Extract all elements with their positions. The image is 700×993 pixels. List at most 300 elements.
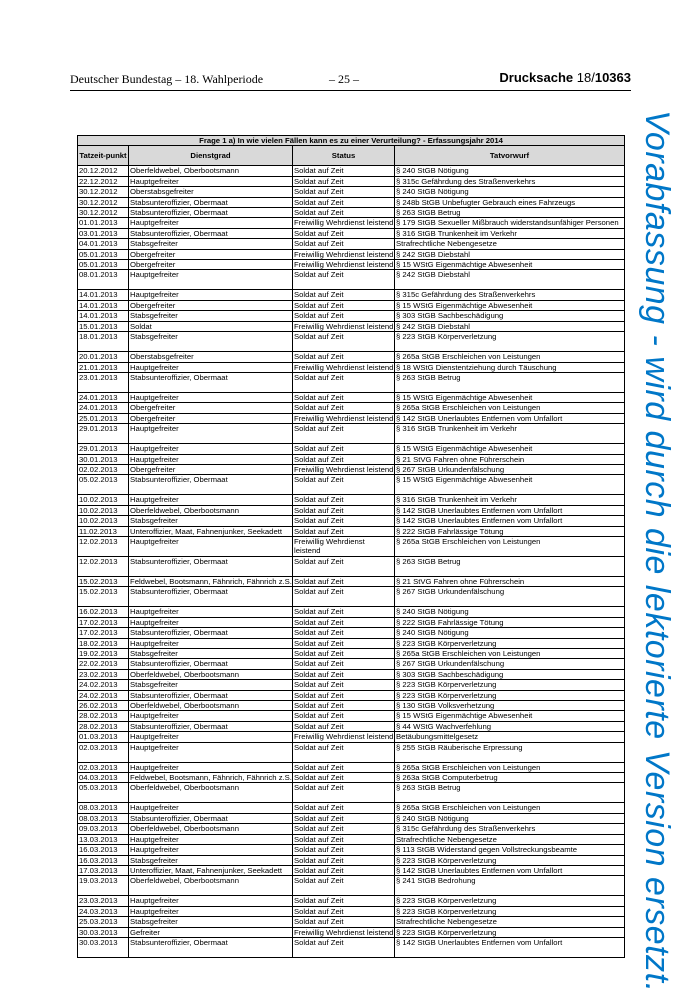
header-doc-label: Drucksache xyxy=(499,70,574,85)
cell-rank: Stabsgefreiter xyxy=(129,855,293,865)
cell-rank: Stabsgefreiter xyxy=(129,917,293,927)
cell-status: Soldat auf Zeit xyxy=(293,176,395,186)
cell-date: 24.03.2013 xyxy=(78,906,129,916)
cell-offense: § 223 StGB Körperverletzung xyxy=(395,638,625,648)
table-row xyxy=(78,876,625,896)
cell-offense: § 263 StGB Betrug xyxy=(395,556,625,576)
cell-status: Soldat auf Zeit xyxy=(293,701,395,711)
cell-status: Soldat auf Zeit xyxy=(293,762,395,772)
table-row xyxy=(78,556,625,576)
cell-offense: § 303 StGB Sachbeschädigung xyxy=(395,669,625,679)
cell-offense: § 21 StVG Fahren ohne Führerschein xyxy=(395,576,625,586)
cell-status: Soldat auf Zeit xyxy=(293,208,395,218)
table-row xyxy=(78,495,625,505)
table-row xyxy=(78,403,625,413)
cell-offense: Betäubungsmittelgesetz xyxy=(395,732,625,742)
cell-date: 01.01.2013 xyxy=(78,218,129,228)
table-row xyxy=(78,937,625,957)
col-header-offense: Tatvorwurf xyxy=(395,146,625,166)
cell-date: 24.01.2013 xyxy=(78,392,129,402)
cell-offense: § 223 StGB Körperverletzung xyxy=(395,927,625,937)
table-row xyxy=(78,218,625,228)
cell-offense: § 222 StGB Fahrlässige Tötung xyxy=(395,526,625,536)
table-row xyxy=(78,927,625,937)
cell-rank: Stabsunteroffizier, Obermaat xyxy=(129,721,293,731)
cell-offense: § 267 StGB Urkundenfälschung xyxy=(395,464,625,474)
table-row xyxy=(78,783,625,803)
cell-date: 01.03.2013 xyxy=(78,732,129,742)
cell-status: Soldat auf Zeit xyxy=(293,556,395,576)
table-row xyxy=(78,187,625,197)
cell-offense: § 267 StGB Urkundenfälschung xyxy=(395,659,625,669)
cell-status: Freiwillig Wehrdienst leistend xyxy=(294,218,394,228)
table-row xyxy=(78,392,625,402)
cell-rank: Feldwebel, Bootsmann, Fähnrich, Fähnrich z.S. xyxy=(130,773,292,783)
cell-rank: Unteroffizier, Maat, Fahnenjunker, Seekadett xyxy=(129,526,293,536)
cell-date: 12.02.2013 xyxy=(78,536,129,556)
cell-offense: Strafrechtliche Nebengesetze xyxy=(395,834,625,844)
cell-rank: Hauptgefreiter xyxy=(129,638,293,648)
cell-date: 30.12.2012 xyxy=(78,197,129,207)
cell-date: 22.02.2013 xyxy=(78,659,129,669)
cell-rank: Oberfeldwebel, Oberbootsmann xyxy=(129,669,293,679)
cell-date: 16.03.2013 xyxy=(78,855,129,865)
cell-rank: Obergefreiter xyxy=(129,403,293,413)
table-row xyxy=(78,855,625,865)
cell-offense: § 265a StGB Erschleichen von Leistungen xyxy=(395,403,625,413)
cell-rank: Unteroffizier, Maat, Fahnenjunker, Seekadett xyxy=(129,865,293,875)
table-row xyxy=(78,228,625,238)
cell-rank: Oberstabsgefreiter xyxy=(129,187,293,197)
cell-offense: § 255 StGB Räuberische Erpressung xyxy=(395,742,625,762)
cell-offense: § 316 StGB Trunkenheit im Verkehr xyxy=(395,424,625,444)
cell-date: 05.01.2013 xyxy=(78,249,129,259)
cell-date: 24.01.2013 xyxy=(78,403,129,413)
cell-offense: § 223 StGB Körperverletzung xyxy=(395,906,625,916)
cell-date: 14.01.2013 xyxy=(78,300,129,310)
cell-date: 24.02.2013 xyxy=(78,680,129,690)
cell-offense: § 15 WStG Eigenmächtige Abwesenheit xyxy=(395,475,625,495)
table-row xyxy=(78,628,625,638)
table-row xyxy=(78,587,625,607)
cell-rank: Soldat xyxy=(129,321,293,331)
cell-rank: Hauptgefreiter xyxy=(129,896,293,906)
cell-status: Freiwillig Wehrdienst leistend xyxy=(294,321,394,331)
cell-status: Soldat auf Zeit xyxy=(293,444,395,454)
cell-date: 04.01.2013 xyxy=(78,239,129,249)
cell-offense: § 130 StGB Volksverhetzung xyxy=(395,701,625,711)
table-row xyxy=(78,176,625,186)
cell-rank: Hauptgefreiter xyxy=(129,362,293,372)
table-row xyxy=(78,711,625,721)
cell-rank: Stabsgefreiter xyxy=(129,516,293,526)
table-row xyxy=(78,762,625,772)
cell-status: Soldat auf Zeit xyxy=(293,813,395,823)
cell-offense: § 18 WStG Dienstentziehung durch Täuschung xyxy=(395,362,625,372)
cell-offense: § 316 StGB Trunkenheit im Verkehr xyxy=(395,228,625,238)
cell-offense: § 265a StGB Erschleichen von Leistungen xyxy=(395,803,625,813)
table-body xyxy=(78,166,625,958)
cell-offense: § 223 StGB Körperverletzung xyxy=(395,855,625,865)
cell-rank: Stabsunteroffizier, Obermaat xyxy=(129,628,293,638)
cell-status: Soldat auf Zeit xyxy=(293,526,395,536)
table-row xyxy=(78,260,625,270)
cell-status: Soldat auf Zeit xyxy=(293,711,395,721)
cell-rank: Obergefreiter xyxy=(129,260,293,270)
cell-rank: Gefreiter xyxy=(129,927,293,937)
cell-rank: Obergefreiter xyxy=(129,413,293,423)
cell-status: Soldat auf Zeit xyxy=(293,876,395,896)
cell-offense: § 240 StGB Nötigung xyxy=(395,607,625,617)
cell-status: Soldat auf Zeit xyxy=(293,311,395,321)
col-header-date-text: Tatzeit-punkt xyxy=(79,151,127,161)
cell-rank: Hauptgefreiter xyxy=(129,607,293,617)
cell-rank: Hauptgefreiter xyxy=(129,270,293,290)
cell-offense: § 263 StGB Betrug xyxy=(395,372,625,392)
cell-date: 29.01.2013 xyxy=(78,444,129,454)
cell-offense: § 315c Gefährdung des Straßenverkehrs xyxy=(395,290,625,300)
cell-status: Freiwillig Wehrdienst leistend xyxy=(294,464,394,474)
cell-date: 19.02.2013 xyxy=(78,649,129,659)
cell-status: Soldat auf Zeit xyxy=(293,332,395,352)
cell-date: 23.01.2013 xyxy=(78,372,129,392)
table-row xyxy=(78,372,625,392)
cell-rank: Stabsunteroffizier, Obermaat xyxy=(129,197,293,207)
table-row xyxy=(78,505,625,515)
cell-rank: Oberfeldwebel, Oberbootsmann xyxy=(129,505,293,515)
header-page-number: – 25 – xyxy=(329,72,359,86)
cell-offense: § 242 StGB Diebstahl xyxy=(395,270,625,290)
cell-date: 19.03.2013 xyxy=(78,876,129,896)
cell-status: Soldat auf Zeit xyxy=(293,187,395,197)
cell-status: Soldat auf Zeit xyxy=(293,742,395,762)
cell-rank: Obergefreiter xyxy=(129,300,293,310)
cell-offense: § 15 WStG Eigenmächtige Abwesenheit xyxy=(395,392,625,402)
cell-offense: § 142 StGB Unerlaubtes Entfernen vom Unfallort xyxy=(395,516,625,526)
cell-rank: Stabsgefreiter xyxy=(129,680,293,690)
cell-date: 02.02.2013 xyxy=(78,464,129,474)
table-row xyxy=(78,424,625,444)
cell-date: 08.03.2013 xyxy=(78,803,129,813)
cell-offense: § 223 StGB Körperverletzung xyxy=(395,690,625,700)
cell-offense: § 240 StGB Nötigung xyxy=(395,166,625,176)
cell-status: Soldat auf Zeit xyxy=(293,783,395,803)
cell-rank: Hauptgefreiter xyxy=(129,742,293,762)
cell-date: 05.02.2013 xyxy=(78,475,129,495)
cell-status: Soldat auf Zeit xyxy=(293,638,395,648)
cell-rank: Oberfeldwebel, Oberbootsmann xyxy=(129,876,293,896)
cell-rank: Oberfeldwebel, Oberbootsmann xyxy=(129,701,293,711)
table-row xyxy=(78,845,625,855)
cell-offense: § 265a StGB Erschleichen von Leistungen xyxy=(395,352,625,362)
table-row xyxy=(78,896,625,906)
cell-rank: Oberfeldwebel, Oberbootsmann xyxy=(129,166,293,176)
table-row xyxy=(78,526,625,536)
cell-status: Soldat auf Zeit xyxy=(293,352,395,362)
cell-status: Soldat auf Zeit xyxy=(293,834,395,844)
cell-status: Freiwillig Wehrdienst leistend xyxy=(294,927,394,937)
cell-status: Soldat auf Zeit xyxy=(293,824,395,834)
table-row xyxy=(78,249,625,259)
header-publication: Deutscher Bundestag – 18. Wahlperiode xyxy=(70,72,264,86)
table-row xyxy=(78,680,625,690)
cell-rank: Feldwebel, Bootsmann, Fähnrich, Fähnrich z.S. xyxy=(130,576,292,586)
cell-date: 18.02.2013 xyxy=(78,638,129,648)
cell-status: Freiwillig Wehrdienst leistend xyxy=(294,260,394,270)
cell-status: Soldat auf Zeit xyxy=(293,454,395,464)
cell-rank: Hauptgefreiter xyxy=(129,176,293,186)
cell-offense: § 142 StGB Unerlaubtes Entfernen vom Unfallort xyxy=(395,865,625,875)
cell-status: Soldat auf Zeit xyxy=(293,300,395,310)
table-row xyxy=(78,773,625,783)
cell-rank: Hauptgefreiter xyxy=(129,711,293,721)
table-row xyxy=(78,352,625,362)
cell-rank: Stabsgefreiter xyxy=(129,239,293,249)
header-doc-num-prefix: 18/ xyxy=(576,70,595,85)
cell-rank: Hauptgefreiter xyxy=(129,444,293,454)
draft-watermark xyxy=(626,110,691,993)
cell-status: Soldat auf Zeit xyxy=(293,659,395,669)
table-row xyxy=(78,300,625,310)
cell-offense: § 223 StGB Körperverletzung xyxy=(395,332,625,352)
cell-rank: Hauptgefreiter xyxy=(129,845,293,855)
cell-rank: Stabsunteroffizier, Obermaat xyxy=(129,937,293,957)
cell-date: 17.03.2013 xyxy=(78,865,129,875)
cell-offense: § 265a StGB Erschleichen von Leistungen xyxy=(395,536,625,556)
cell-status: Soldat auf Zeit xyxy=(293,845,395,855)
cell-date: 12.02.2013 xyxy=(78,556,129,576)
cell-offense: § 265a StGB Erschleichen von Leistungen xyxy=(395,762,625,772)
cell-status: Soldat auf Zeit xyxy=(293,773,395,783)
cell-offense: § 265a StGB Erschleichen von Leistungen xyxy=(395,649,625,659)
cell-status: Soldat auf Zeit xyxy=(293,403,395,413)
table-row xyxy=(78,208,625,218)
cell-status: Freiwillig Wehrdienst leistend xyxy=(294,249,394,259)
cell-date: 30.03.2013 xyxy=(78,937,129,957)
table-row xyxy=(78,362,625,372)
cell-status: Soldat auf Zeit xyxy=(293,865,395,875)
cell-date: 11.02.2013 xyxy=(78,526,129,536)
cell-rank: Obergefreiter xyxy=(129,249,293,259)
table-row xyxy=(78,824,625,834)
cell-offense: § 242 StGB Diebstahl xyxy=(395,249,625,259)
table-row xyxy=(78,166,625,176)
cell-status: Soldat auf Zeit xyxy=(293,617,395,627)
cell-rank: Hauptgefreiter xyxy=(129,732,293,742)
cell-date: 02.03.2013 xyxy=(78,762,129,772)
cell-offense: § 21 StVG Fahren ohne Führerschein xyxy=(395,454,625,464)
cell-rank: Stabsunteroffizier, Obermaat xyxy=(129,659,293,669)
cell-date: 23.02.2013 xyxy=(78,669,129,679)
cell-status: Soldat auf Zeit xyxy=(293,649,395,659)
cell-status: Freiwillig Wehrdienst leistend xyxy=(293,536,395,556)
cell-offense: § 15 WStG Eigenmächtige Abwesenheit xyxy=(395,260,625,270)
cell-offense: § 222 StGB Fahrlässige Tötung xyxy=(395,617,625,627)
cell-status: Soldat auf Zeit xyxy=(293,896,395,906)
table-title-row xyxy=(78,136,625,146)
cell-date: 08.03.2013 xyxy=(78,813,129,823)
cell-date: 10.02.2013 xyxy=(78,495,129,505)
cell-rank: Hauptgefreiter xyxy=(129,762,293,772)
cell-offense: Strafrechtliche Nebengesetze xyxy=(395,239,625,249)
cell-offense: § 263 StGB Betrug xyxy=(395,783,625,803)
cell-rank: Oberstabsgefreiter xyxy=(129,352,293,362)
cell-status: Soldat auf Zeit xyxy=(293,607,395,617)
cell-date: 03.01.2013 xyxy=(78,228,129,238)
cell-status: Soldat auf Zeit xyxy=(293,721,395,731)
col-header-status: Status xyxy=(293,146,395,166)
table-row xyxy=(78,332,625,352)
cell-date: 10.02.2013 xyxy=(78,505,129,515)
cell-offense: § 142 StGB Unerlaubtes Entfernen vom Unfallort xyxy=(395,937,625,957)
cell-date: 30.12.2012 xyxy=(78,187,129,197)
cell-rank: Stabsunteroffizier, Obermaat xyxy=(129,228,293,238)
cell-status: Soldat auf Zeit xyxy=(293,628,395,638)
table-row xyxy=(78,813,625,823)
cell-offense: § 223 StGB Körperverletzung xyxy=(395,680,625,690)
cell-rank: Hauptgefreiter xyxy=(129,454,293,464)
cell-rank: Stabsunteroffizier, Obermaat xyxy=(129,372,293,392)
cell-offense: § 142 StGB Unerlaubtes Entfernen vom Unfallort xyxy=(395,505,625,515)
cell-rank: Hauptgefreiter xyxy=(129,290,293,300)
cell-rank: Stabsgefreiter xyxy=(129,311,293,321)
cell-rank: Hauptgefreiter xyxy=(129,218,293,228)
cell-date: 16.02.2013 xyxy=(78,607,129,617)
cell-status: Freiwillig Wehrdienst leistend xyxy=(294,732,394,742)
cell-status: Soldat auf Zeit xyxy=(293,166,395,176)
cell-date: 25.01.2013 xyxy=(78,413,129,423)
cell-rank: Hauptgefreiter xyxy=(129,906,293,916)
cell-offense: § 263 StGB Betrug xyxy=(395,208,625,218)
table-row xyxy=(78,834,625,844)
cell-date: 16.03.2013 xyxy=(78,845,129,855)
cell-rank: Stabsunteroffizier, Obermaat xyxy=(129,475,293,495)
cell-rank: Stabsunteroffizier, Obermaat xyxy=(129,587,293,607)
table-row xyxy=(78,454,625,464)
table-row xyxy=(78,659,625,669)
cell-date: 05.03.2013 xyxy=(78,783,129,803)
table-row xyxy=(78,906,625,916)
table-row xyxy=(78,742,625,762)
cell-date: 24.02.2013 xyxy=(78,690,129,700)
cell-status: Soldat auf Zeit xyxy=(293,228,395,238)
table-row xyxy=(78,311,625,321)
cell-status: Soldat auf Zeit xyxy=(293,917,395,927)
cell-status: Soldat auf Zeit xyxy=(293,424,395,444)
cell-date: 15.02.2013 xyxy=(78,587,129,607)
cell-offense: § 315c Gefährdung des Straßenverkehrs xyxy=(395,176,625,186)
cell-date: 17.02.2013 xyxy=(78,628,129,638)
table-row xyxy=(78,607,625,617)
col-header-rank: Dienstgrad xyxy=(129,146,293,166)
table-row xyxy=(78,617,625,627)
cell-rank: Stabsunteroffizier, Obermaat xyxy=(129,208,293,218)
cell-rank: Hauptgefreiter xyxy=(129,392,293,402)
table-row xyxy=(78,536,625,556)
table-row xyxy=(78,721,625,731)
cell-offense: § 113 StGB Widerstand gegen Vollstreckungsbeamte xyxy=(395,845,625,855)
cell-rank: Hauptgefreiter xyxy=(129,495,293,505)
table-row xyxy=(78,701,625,711)
cell-rank: Obergefreiter xyxy=(129,464,293,474)
cell-status: Soldat auf Zeit xyxy=(293,516,395,526)
cell-status: Soldat auf Zeit xyxy=(293,392,395,402)
table-row xyxy=(78,649,625,659)
cell-date: 18.01.2013 xyxy=(78,332,129,352)
cell-rank: Stabsgefreiter xyxy=(129,332,293,352)
cell-rank: Hauptgefreiter xyxy=(129,834,293,844)
header-doc-number xyxy=(499,70,631,85)
cell-offense: § 142 StGB Unerlaubtes Entfernen vom Unfallort xyxy=(395,413,625,423)
cell-rank: Stabsunteroffizier, Obermaat xyxy=(129,690,293,700)
cell-offense: § 240 StGB Nötigung xyxy=(395,187,625,197)
cell-rank: Stabsunteroffizier, Obermaat xyxy=(129,556,293,576)
cell-rank: Hauptgefreiter xyxy=(129,617,293,627)
table-row xyxy=(78,270,625,290)
cell-offense: § 15 WStG Eigenmächtige Abwesenheit xyxy=(395,300,625,310)
cell-date: 23.03.2013 xyxy=(78,896,129,906)
cell-offense: § 223 StGB Körperverletzung xyxy=(395,896,625,906)
cell-offense: § 315c Gefährdung des Straßenverkehrs xyxy=(395,824,625,834)
table-title: Frage 1 a) In wie vielen Fällen kann es zu einer Verurteilung? - Erfassungsjahr 2014 xyxy=(78,136,625,146)
cell-offense: § 240 StGB Nötigung xyxy=(395,813,625,823)
table-row xyxy=(78,464,625,474)
cell-offense: § 303 StGB Sachbeschädigung xyxy=(395,311,625,321)
cell-status: Soldat auf Zeit xyxy=(293,576,395,586)
table-row xyxy=(78,917,625,927)
table-row xyxy=(78,290,625,300)
cell-status: Soldat auf Zeit xyxy=(293,372,395,392)
cell-date: 30.01.2013 xyxy=(78,454,129,464)
col-header-date xyxy=(78,146,129,166)
cell-rank: Stabsgefreiter xyxy=(129,649,293,659)
cell-date: 15.01.2013 xyxy=(78,321,129,331)
cell-status: Soldat auf Zeit xyxy=(293,937,395,957)
cell-rank: Hauptgefreiter xyxy=(129,424,293,444)
cell-status: Soldat auf Zeit xyxy=(293,906,395,916)
table-header-row xyxy=(78,146,625,166)
cell-rank: Hauptgefreiter xyxy=(129,803,293,813)
table-row xyxy=(78,516,625,526)
cell-date: 30.12.2012 xyxy=(78,208,129,218)
cell-date: 28.02.2013 xyxy=(78,711,129,721)
cell-offense: § 242 StGB Diebstahl xyxy=(395,321,625,331)
cell-date: 30.03.2013 xyxy=(78,927,129,937)
table-row xyxy=(78,803,625,813)
cell-offense: § 248b StGB Unbefugter Gebrauch eines Fahrzeugs xyxy=(395,197,625,207)
cell-status: Soldat auf Zeit xyxy=(293,680,395,690)
header-doc-num: 10363 xyxy=(594,70,631,85)
cell-date: 02.03.2013 xyxy=(78,742,129,762)
cell-status: Soldat auf Zeit xyxy=(293,803,395,813)
cell-status: Soldat auf Zeit xyxy=(293,690,395,700)
cell-rank: Oberfeldwebel, Oberbootsmann xyxy=(129,783,293,803)
cell-rank: Hauptgefreiter xyxy=(129,536,293,556)
cell-offense: § 15 WStG Eigenmächtige Abwesenheit xyxy=(395,711,625,721)
cell-date: 25.03.2013 xyxy=(78,917,129,927)
conviction-table xyxy=(77,135,625,958)
cell-date: 14.01.2013 xyxy=(78,290,129,300)
table-row xyxy=(78,197,625,207)
cell-date: 21.01.2013 xyxy=(78,362,129,372)
cell-offense: § 316 StGB Trunkenheit im Verkehr xyxy=(395,495,625,505)
cell-date: 29.01.2013 xyxy=(78,424,129,444)
cell-offense: § 15 WStG Eigenmächtige Abwesenheit xyxy=(395,444,625,454)
cell-status: Soldat auf Zeit xyxy=(293,855,395,865)
table-row xyxy=(78,576,625,586)
cell-date: 09.03.2013 xyxy=(78,824,129,834)
cell-date: 26.02.2013 xyxy=(78,701,129,711)
